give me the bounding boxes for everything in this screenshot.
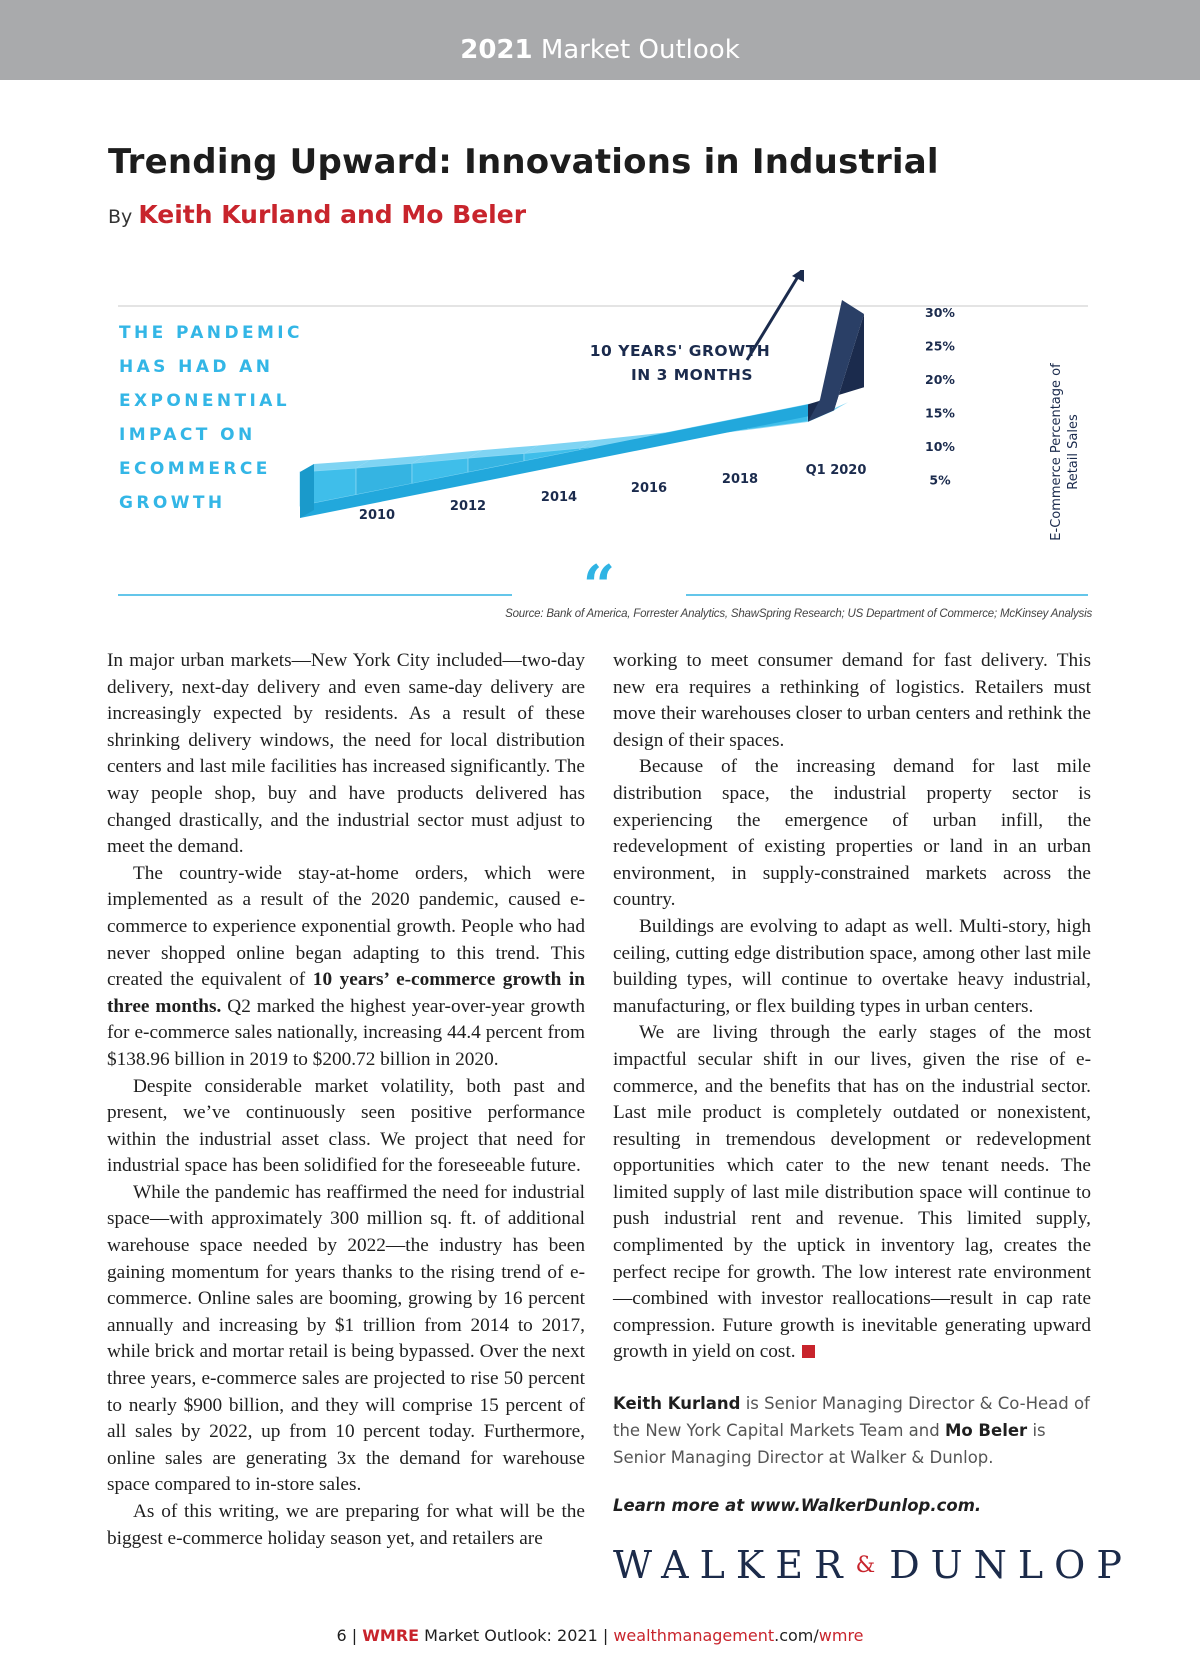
left-column [107, 648, 585, 1552]
paragraph [613, 1020, 1091, 1366]
right-column [613, 648, 1091, 1520]
page-footer [0, 1626, 1200, 1645]
x-tick-label: 2012 [449, 499, 487, 514]
header-year: 2021 [460, 35, 533, 65]
figure-headline [119, 323, 303, 513]
bio-text-1: is Senior Managing Director & Co-Head of the New York Capital Markets Team and [613, 1394, 1090, 1441]
y-axis-title-line1: E-Commerce Percentage of [1049, 363, 1064, 541]
paragraph: Buildings are evolving to adapt as well. Multi-story, high ceiling, cutting edge distribution space, among other last mile building types, will continue to overtake heavy industrial, manufacturing, or flex building types in urban centers. [613, 915, 1091, 1017]
bio-name-1: Keith Kurland [613, 1394, 741, 1414]
footer-url-main: wealthmanagement [613, 1626, 775, 1645]
x-tick-label: 2014 [540, 490, 578, 505]
growth-arrow-head [792, 270, 804, 282]
paragraph: While the pandemic has reaffirmed the need for industrial space—with approximately 300 million sq. ft. of additional warehouse space needed by 2022—the industry has been gaining momentum for years thanks to the rising trend of e-commerce. Online sales are booming, growing by 16 percent annually and increasing by $1 trillion from 2014 to 2017, while brick and mortar retail is being bypassed. Over the next three years, e-commerce sales are projected to rise 50 percent to nearly $900 billion, and they will comprise 15 percent of all sales by 2022, up from 10 percent today. Furthermore, online sales are generating 3x the demand for warehouse space compared to in-store sales. [107, 1181, 585, 1496]
quote-icon: “ [534, 556, 664, 616]
figure-headline-line: GROWTH [119, 493, 226, 513]
y-tick-label: 15% [925, 405, 955, 421]
footer-url-domain: .com/ [774, 1626, 819, 1645]
paragraph: As of this writing, we are preparing for what will be the biggest e-commerce holiday season yet, and retailers are [107, 1501, 585, 1549]
paragraph-text: Q2 marked the highest year-over-year growth for e-commerce sales nationally, increasing 44.4 percent from $138.96 billion in 2019 to $200.72 billion in 2020. [107, 995, 585, 1070]
callout-line1: 10 YEARS' GROWTH [589, 342, 771, 360]
author-bio [613, 1390, 1091, 1471]
byline-prefix: By [108, 206, 133, 228]
ecommerce-growth-chart [100, 270, 1100, 600]
footer-brand: WMRE [362, 1626, 420, 1645]
chart-left-edge [300, 464, 314, 518]
y-tick-label: 5% [929, 472, 951, 488]
header-bar [0, 0, 1200, 80]
y-tick-label: 25% [925, 338, 955, 354]
figure-headline-line: THE PANDEMIC [119, 323, 303, 343]
walker-dunlop-logo [613, 1543, 1133, 1587]
y-tick-label: 10% [925, 439, 955, 454]
y-axis-ticks [925, 305, 955, 488]
logo-left: WALKER [613, 1543, 854, 1587]
paragraph-text: We are living through the early stages of the most impactful secular shift in our lives, given the rise of e-commerce, and the benefits that has on the industrial sector. Last mile product is completely outdated or nonexistent, resulting in tremendous development or redevelopment opportunities which cater to the new tenant needs. The limited supply of last mile distribution space will continue to push industrial rent and revenue. This limited supply, complimented by the uptick in inventory lag, creates the perfect recipe for growth. The low interest rate environment—combined with investor reallocations—result in cap rate compression. Future growth is inevitable generating upward growth in yield on cost. [613, 1022, 1091, 1363]
chart-marks [300, 270, 864, 518]
article-title: Trending Upward: Innovations in Industrial [108, 142, 939, 182]
figure-headline-line: ECOMMERCE [119, 459, 271, 479]
page-number: 6 [336, 1626, 347, 1645]
footer-url[interactable] [613, 1626, 863, 1645]
callout-line2: IN 3 MONTHS [630, 366, 754, 384]
x-tick-label: 2016 [630, 481, 668, 496]
y-axis-title [1049, 363, 1081, 541]
bio-name-2: Mo Beler [944, 1421, 1028, 1441]
paragraph: Because of the increasing demand for last mile distribution space, the industrial property sector is experiencing the emergence of urban infill, the redevelopment of existing properties or land in an urban environment, in supply-constrained markets across the country. [613, 756, 1091, 911]
learn-more-link[interactable]: Learn more at www.WalkerDunlop.com. [613, 1496, 982, 1516]
byline [108, 200, 526, 229]
y-axis-title-line2: Retail Sales [1066, 414, 1081, 490]
x-tick-label: 2018 [721, 472, 759, 487]
bio-text-2: is Senior Managing Director at Walker & Dunlop. [613, 1421, 1046, 1468]
y-tick-label: 30% [925, 305, 955, 320]
footer-separator: | [351, 1626, 358, 1645]
end-mark-icon [802, 1345, 815, 1358]
paragraph [107, 861, 585, 1074]
footer-label: Market Outlook: 2021 [424, 1626, 598, 1645]
logo-ampersand: & [855, 1553, 876, 1578]
paragraph: Despite considerable market volatility, both past and present, we’ve continuously seen positive performance within the industrial asset class. We project that need for industrial space has been solidified for the foreseeable future. [107, 1075, 585, 1177]
figure-headline-line: HAS HAD AN [119, 357, 274, 377]
logo-right: DUNLOP [889, 1543, 1133, 1587]
figure-headline-line: IMPACT ON [119, 425, 256, 445]
paragraph: working to meet consumer demand for fast delivery. This new era requires a rethinking of logistics. Retailers must move their warehouses closer to urban centers and rethink the design of their spaces. [613, 650, 1091, 751]
byline-authors: Keith Kurland and Mo Beler [138, 200, 527, 229]
footer-url-path: wmre [818, 1626, 864, 1645]
y-tick-label: 20% [925, 372, 955, 387]
figure-source: Source: Bank of America, Forrester Analytics, ShawSpring Research; US Department of Commerce; McKinsey Analysis [505, 608, 1092, 620]
paragraph-text: The country-wide stay-at-home orders, which were implemented as a result of the 2020 pandemic, caused e-commerce to experience exponential growth. People who had never shopped online began adapting to this trend. This created the equivalent of [107, 862, 585, 991]
paragraph-emphasis: 10 years’ e-commerce growth in three months. [107, 969, 586, 1017]
x-tick-label: Q1 2020 [805, 463, 867, 478]
footer-separator: | [602, 1626, 609, 1645]
paragraph: In major urban markets—New York City included—two-day delivery, next-day delivery and even same-day delivery are increasingly expected by residents. As a result of these shrinking delivery windows, the need for local distribution centers and last mile facilities has increased significantly. The way people shop, buy and have products delivered has changed drastically, and the industrial sector must adjust to meet the demand. [107, 650, 585, 858]
x-tick-label: 2010 [358, 508, 396, 523]
figure-headline-line: EXPONENTIAL [119, 391, 291, 411]
ecommerce-growth-figure [100, 270, 1100, 630]
header-section: Market Outlook [540, 35, 740, 65]
